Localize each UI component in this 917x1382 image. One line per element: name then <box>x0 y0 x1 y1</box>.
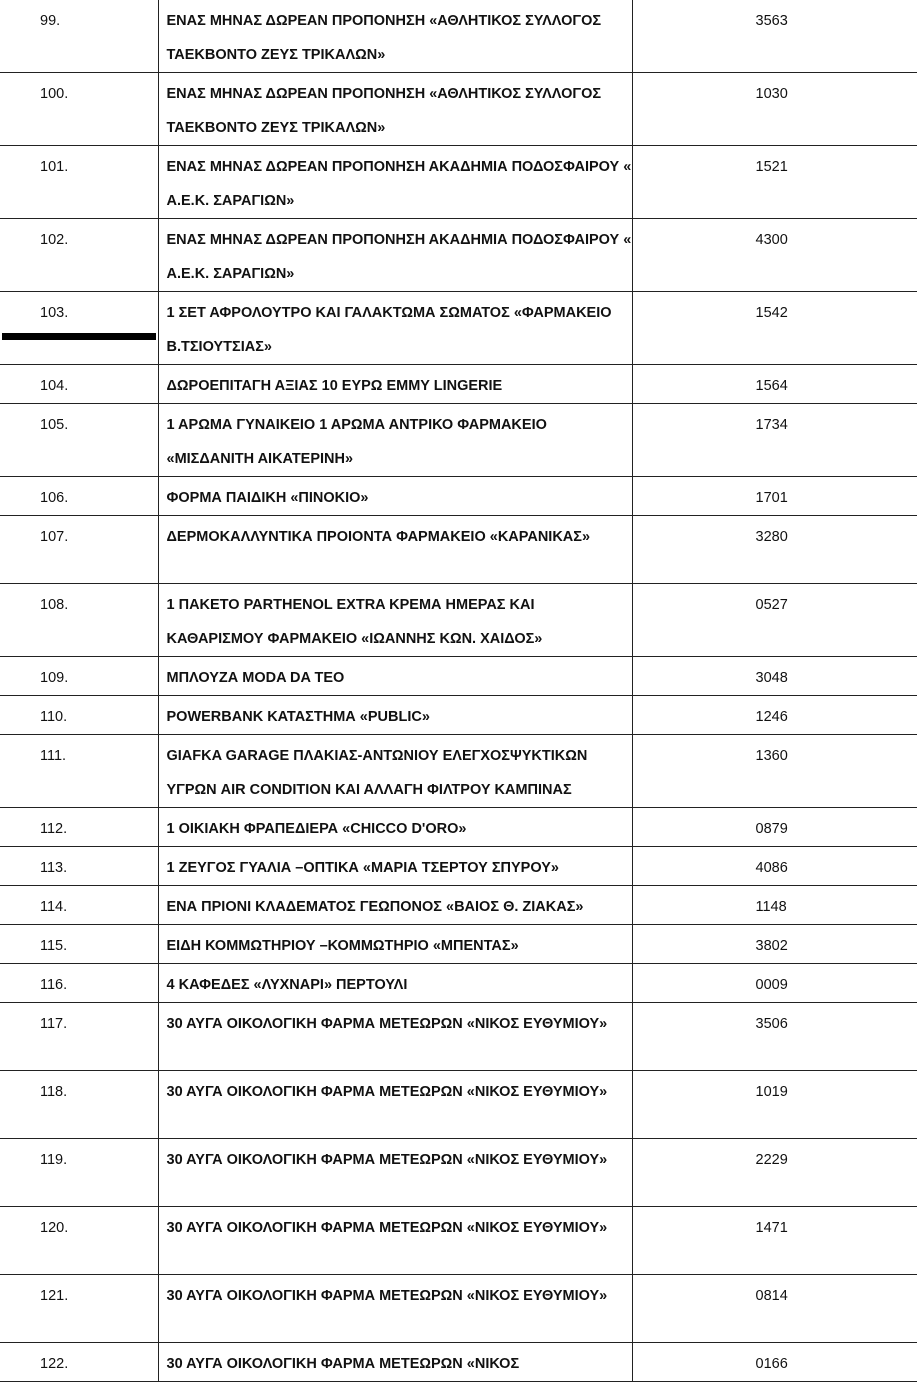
ticket-code-cell <box>632 1139 917 1207</box>
prize-description: ΕΝΑ ΠΡΙΟΝΙ ΚΛΑΔΕΜΑΤΟΣ ΓΕΩΠΟΝΟΣ «ΒΑΙΟΣ Θ. ΖΙΑΚΑΣ» <box>166 899 584 915</box>
table-row <box>0 584 917 657</box>
prize-description: ΕΙΔΗ ΚΟΜΜΩΤΗΡΙΟΥ –ΚΟΜΜΩΤΗΡΙΟ «ΜΠΕΝΤΑΣ» <box>166 938 519 954</box>
ticket-code: 2229 <box>755 1152 788 1168</box>
ticket-code-cell <box>632 808 917 847</box>
ticket-code-cell <box>632 219 917 292</box>
ticket-code-cell <box>632 925 917 964</box>
row-number-cell <box>0 886 158 925</box>
prize-description-cell <box>158 925 632 964</box>
ticket-code: 1701 <box>755 490 788 506</box>
row-number: 120. <box>40 1220 69 1236</box>
ticket-code-cell <box>632 657 917 696</box>
prize-description-cell <box>158 1343 632 1382</box>
prize-description: ΕΝΑΣ ΜΗΝΑΣ ΔΩΡΕΑΝ ΠΡΟΠΟΝΗΣΗ «ΑΘΛΗΤΙΚΟΣ ΣΥΛΛΟΓΟΣ ΤΑΕΚΒΟΝΤΟ ΖΕΥΣ ΤΡΙΚΑΛΩΝ» <box>166 86 602 136</box>
prize-description-cell <box>158 1207 632 1275</box>
row-number-cell <box>0 146 158 219</box>
prize-description: 30 ΑΥΓΑ ΟΙΚΟΛΟΓΙΚΗ ΦΑΡΜΑ ΜΕΤΕΩΡΩΝ «ΝΙΚΟΣ ΕΥΘΥΜΙΟΥ» <box>166 1288 608 1304</box>
table-row <box>0 886 917 925</box>
prize-description: 1 ΣΕΤ ΑΦΡΟΛΟΥΤΡΟ ΚΑΙ ΓΑΛΑΚΤΩΜΑ ΣΩΜΑΤΟΣ «ΦΑΡΜΑΚΕΙΟ Β.ΤΣΙΟΥΤΣΙΑΣ» <box>166 305 612 355</box>
prize-description: 30 ΑΥΓΑ ΟΙΚΟΛΟΓΙΚΗ ΦΑΡΜΑ ΜΕΤΕΩΡΩΝ «ΝΙΚΟΣ <box>166 1356 520 1372</box>
ticket-code-cell <box>632 365 917 404</box>
ticket-code: 1019 <box>755 1084 788 1100</box>
prize-description-cell <box>158 146 632 219</box>
ticket-code: 1360 <box>755 748 788 764</box>
ticket-code-cell <box>632 1207 917 1275</box>
prize-description-cell <box>158 477 632 516</box>
table-row <box>0 847 917 886</box>
row-number-cell <box>0 516 158 584</box>
ticket-code-cell <box>632 1343 917 1382</box>
row-number: 110. <box>40 709 68 725</box>
prize-description: 1 ΠΑΚΕΤΟ PARTHENOL EXTRA ΚΡΕΜΑ ΗΜΕΡΑΣ ΚΑΙ ΚΑΘΑΡΙΣΜΟΥ ΦΑΡΜΑΚΕΙΟ «ΙΩΑΝΝΗΣ ΚΩΝ. ΧΑΙΔΟΣ» <box>166 597 543 647</box>
table-row <box>0 1207 917 1275</box>
ticket-code: 4086 <box>755 860 788 876</box>
row-number-cell <box>0 964 158 1003</box>
row-number-cell <box>0 735 158 808</box>
prize-description-cell <box>158 964 632 1003</box>
row-number: 106. <box>40 490 69 506</box>
ticket-code: 0879 <box>755 821 788 837</box>
prize-description: POWERBANK ΚΑΤΑΣΤΗΜΑ «PUBLIC» <box>166 709 430 725</box>
ticket-code: 1471 <box>755 1220 788 1236</box>
ticket-code: 1542 <box>755 305 788 321</box>
row-number-cell <box>0 0 158 73</box>
row-number: 117. <box>40 1016 68 1032</box>
ticket-code-cell <box>632 73 917 146</box>
ticket-code: 3048 <box>755 670 788 686</box>
ticket-code-cell <box>632 735 917 808</box>
prize-description: ΕΝΑΣ ΜΗΝΑΣ ΔΩΡΕΑΝ ΠΡΟΠΟΝΗΣΗ ΑΚΑΔΗΜΙΑ ΠΟΔΟΣΦΑΙΡΟΥ « Α.Ε.Κ. ΣΑΡΑΓΙΩΝ» <box>166 232 632 282</box>
row-number: 100. <box>40 86 69 102</box>
prize-description: ΕΝΑΣ ΜΗΝΑΣ ΔΩΡΕΑΝ ΠΡΟΠΟΝΗΣΗ ΑΚΑΔΗΜΙΑ ΠΟΔΟΣΦΑΙΡΟΥ « Α.Ε.Κ. ΣΑΡΑΓΙΩΝ» <box>166 159 632 209</box>
row-number-cell <box>0 1207 158 1275</box>
ticket-code: 1521 <box>755 159 788 175</box>
ticket-code-cell <box>632 404 917 477</box>
table-row <box>0 657 917 696</box>
prize-description-cell <box>158 696 632 735</box>
ticket-code-cell <box>632 0 917 73</box>
prize-description-cell <box>158 516 632 584</box>
prize-description-cell <box>158 1071 632 1139</box>
prize-description: ΕΝΑΣ ΜΗΝΑΣ ΔΩΡΕΑΝ ΠΡΟΠΟΝΗΣΗ «ΑΘΛΗΤΙΚΟΣ ΣΥΛΛΟΓΟΣ ΤΑΕΚΒΟΝΤΟ ΖΕΥΣ ΤΡΙΚΑΛΩΝ» <box>166 13 602 63</box>
prize-description-cell <box>158 657 632 696</box>
row-number: 111. <box>40 748 67 764</box>
ticket-code-cell <box>632 1071 917 1139</box>
row-number-cell <box>0 1139 158 1207</box>
row-number: 103. <box>40 305 69 321</box>
table-row <box>0 1071 917 1139</box>
row-number-cell <box>0 808 158 847</box>
ticket-code: 0009 <box>755 977 788 993</box>
table-row <box>0 1139 917 1207</box>
prize-description-cell <box>158 219 632 292</box>
ticket-code: 3280 <box>755 529 788 545</box>
prize-description-cell <box>158 584 632 657</box>
ticket-code-cell <box>632 964 917 1003</box>
table-row <box>0 404 917 477</box>
row-number-cell <box>0 847 158 886</box>
row-number: 101. <box>40 159 69 175</box>
prize-description: 1 ΟΙΚΙΑΚΗ ΦΡΑΠΕΔΙΕΡΑ «CHICCO D'ORO» <box>166 821 467 837</box>
row-number: 122. <box>40 1356 69 1372</box>
ticket-code: 1148 <box>755 899 787 915</box>
ticket-code: 1246 <box>755 709 788 725</box>
table-row <box>0 219 917 292</box>
ticket-code: 4300 <box>755 232 788 248</box>
table-row <box>0 477 917 516</box>
ticket-code-cell <box>632 886 917 925</box>
ticket-code: 1564 <box>755 378 788 394</box>
row-number-cell <box>0 696 158 735</box>
ticket-code: 3563 <box>755 13 788 29</box>
row-number: 112. <box>40 821 68 837</box>
prize-description-cell <box>158 847 632 886</box>
ticket-code-cell <box>632 847 917 886</box>
row-number: 114. <box>40 899 68 915</box>
row-number: 119. <box>40 1152 68 1168</box>
row-number-cell <box>0 73 158 146</box>
row-number: 109. <box>40 670 69 686</box>
prize-description-cell <box>158 886 632 925</box>
ticket-code-cell <box>632 292 917 365</box>
ticket-code-cell <box>632 516 917 584</box>
table-row <box>0 964 917 1003</box>
prize-description-cell <box>158 73 632 146</box>
row-number-cell <box>0 1003 158 1071</box>
prize-description: ΦΟΡΜΑ ΠΑΙΔΙΚΗ «ΠΙΝΟΚΙΟ» <box>166 490 369 506</box>
prize-description-cell <box>158 365 632 404</box>
ticket-code: 0814 <box>755 1288 788 1304</box>
prize-description-cell <box>158 292 632 365</box>
ticket-code-cell <box>632 146 917 219</box>
row-number: 99. <box>40 13 61 29</box>
table-row <box>0 1343 917 1382</box>
prize-description-cell <box>158 0 632 73</box>
redaction-bar <box>2 333 156 340</box>
row-number: 115. <box>40 938 68 954</box>
row-number-cell <box>0 1071 158 1139</box>
prize-description-cell <box>158 1139 632 1207</box>
row-number: 107. <box>40 529 69 545</box>
row-number: 116. <box>40 977 68 993</box>
ticket-code-cell <box>632 1003 917 1071</box>
row-number: 113. <box>40 860 68 876</box>
prize-description: 1 ΑΡΩΜΑ ΓΥΝΑΙΚΕΙΟ 1 ΑΡΩΜΑ ΑΝΤΡΙΚΟ ΦΑΡΜΑΚΕΙΟ «ΜΙΣΔΑΝΙΤΗ ΑΙΚΑΤΕΡΙΝΗ» <box>166 417 547 467</box>
table-row <box>0 0 917 73</box>
row-number-cell <box>0 219 158 292</box>
prize-description: ΔΩΡΟΕΠΙΤΑΓΗ ΑΞΙΑΣ 10 ΕΥΡΩ EMMY LINGERIE <box>166 378 503 394</box>
table-row <box>0 1003 917 1071</box>
ticket-code: 3506 <box>755 1016 788 1032</box>
row-number-cell <box>0 292 158 365</box>
table-row <box>0 292 917 365</box>
row-number: 105. <box>40 417 69 433</box>
ticket-code: 3802 <box>755 938 788 954</box>
prize-description: 30 ΑΥΓΑ ΟΙΚΟΛΟΓΙΚΗ ΦΑΡΜΑ ΜΕΤΕΩΡΩΝ «ΝΙΚΟΣ ΕΥΘΥΜΙΟΥ» <box>166 1016 608 1032</box>
prize-description: 30 ΑΥΓΑ ΟΙΚΟΛΟΓΙΚΗ ΦΑΡΜΑ ΜΕΤΕΩΡΩΝ «ΝΙΚΟΣ ΕΥΘΥΜΙΟΥ» <box>166 1152 608 1168</box>
table-row <box>0 73 917 146</box>
table-row <box>0 735 917 808</box>
row-number-cell <box>0 477 158 516</box>
row-number-cell <box>0 404 158 477</box>
table-row <box>0 516 917 584</box>
row-number-cell <box>0 1343 158 1382</box>
table-row <box>0 365 917 404</box>
prize-description: 30 ΑΥΓΑ ΟΙΚΟΛΟΓΙΚΗ ΦΑΡΜΑ ΜΕΤΕΩΡΩΝ «ΝΙΚΟΣ ΕΥΘΥΜΙΟΥ» <box>166 1084 608 1100</box>
ticket-code-cell <box>632 477 917 516</box>
ticket-code: 0166 <box>755 1356 788 1372</box>
row-number: 102. <box>40 232 69 248</box>
ticket-code-cell <box>632 696 917 735</box>
row-number: 108. <box>40 597 69 613</box>
row-number-cell <box>0 657 158 696</box>
prize-description-cell <box>158 735 632 808</box>
row-number: 104. <box>40 378 69 394</box>
table-row <box>0 808 917 847</box>
table-row <box>0 146 917 219</box>
table-row <box>0 925 917 964</box>
row-number: 118. <box>40 1084 68 1100</box>
table-row <box>0 696 917 735</box>
prize-description: ΜΠΛΟΥΖΑ MODA DA TEO <box>166 670 345 686</box>
prize-description: ΔΕΡΜΟΚΑΛΛΥΝΤΙΚΑ ΠΡΟΙΟΝΤΑ ΦΑΡΜΑΚΕΙΟ «ΚΑΡΑΝΙΚΑΣ» <box>166 529 591 545</box>
prize-description-cell <box>158 808 632 847</box>
prize-description-cell <box>158 1003 632 1071</box>
prize-description-cell <box>158 404 632 477</box>
ticket-code-cell <box>632 584 917 657</box>
row-number-cell <box>0 925 158 964</box>
prize-description: 30 ΑΥΓΑ ΟΙΚΟΛΟΓΙΚΗ ΦΑΡΜΑ ΜΕΤΕΩΡΩΝ «ΝΙΚΟΣ ΕΥΘΥΜΙΟΥ» <box>166 1220 608 1236</box>
row-number: 121. <box>40 1288 69 1304</box>
ticket-code: 1734 <box>755 417 788 433</box>
ticket-code: 0527 <box>755 597 788 613</box>
row-number-cell <box>0 365 158 404</box>
row-number-cell <box>0 584 158 657</box>
prize-description: GIAFKA GARAGE ΠΛΑΚΙΑΣ-ΑΝΤΩΝΙΟΥ ΕΛΕΓΧΟΣΨΥΚΤΙΚΩΝ ΥΓΡΩΝ AIR CONDITION ΚΑΙ ΑΛΛΑΓΗ ΦΙΛΤΡΟΥ ΚΑΜΠΙΝΑΣ <box>166 748 588 798</box>
prize-description: 4 ΚΑΦΕΔΕΣ «ΛΥΧΝΑΡΙ» ΠΕΡΤΟΥΛΙ <box>166 977 408 993</box>
prize-description: 1 ΖΕΥΓΟΣ ΓΥΑΛΙΑ –ΟΠΤΙΚΑ «ΜΑΡΙΑ ΤΣΕΡΤΟΥ ΣΠΥΡΟΥ» <box>166 860 559 876</box>
ticket-code: 1030 <box>755 86 788 102</box>
